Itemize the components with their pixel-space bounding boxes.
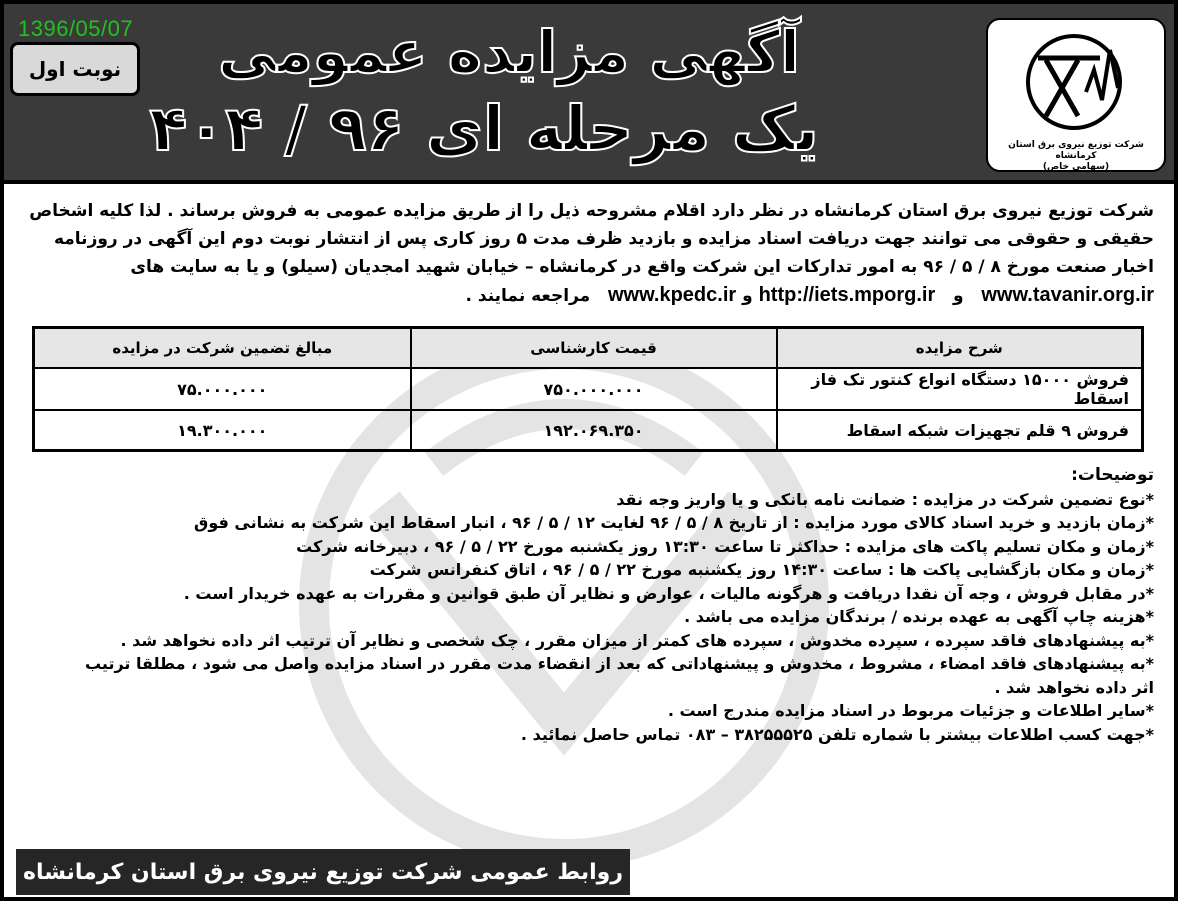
note-item: *زمان و مکان تسلیم پاکت های مزایده : حداکثر تا ساعت ۱۳:۳۰ روز یکشنبه مورخ ۲۲ / ۵ / ۹۶ ، دبیرخانه شرکت xyxy=(296,536,1154,556)
note-item: *در مقابل فروش ، وجه آن نقدا دریافت و هرگونه مالیات ، عوارض و نظایر آن طبق قوانین و مقررات به عهده خریدار است . xyxy=(183,583,1154,603)
table-header-row xyxy=(34,328,1143,369)
link-tavanir[interactable]: www.tavanir.org.ir xyxy=(981,284,1154,306)
page-title: آگهی مزایده عمومی xyxy=(218,18,800,86)
cell-description: فروش ۹ قلم تجهیزات شبکه اسقاط xyxy=(777,410,1143,451)
link-kpedc[interactable]: www.kpedc.ir xyxy=(607,284,737,306)
logo-caption-line2: (سهامی خاص) xyxy=(1042,162,1110,172)
note-item: *سایر اطلاعات و جزئیات مربوط در اسناد مزایده مندرج است . xyxy=(667,701,1154,720)
footer-signature: روابط عمومی شرکت توزیع نیروی برق استان کرمانشاه xyxy=(16,849,630,895)
header-banner xyxy=(4,4,1174,184)
intro-urls-line xyxy=(26,281,1154,310)
note-item: *به پیشنهادهای فاقد امضاء ، مشروط ، مخدوش و پیشنهاداتی که بعد از انقضاء مدت مقرر در اسناد مزایده واصل می شود ، مطلقا ترتیب xyxy=(84,654,1154,673)
logo-caption xyxy=(992,140,1160,173)
cell-description: فروش ۱۵۰۰۰ دستگاه انواع کنتور تک فاز اسقاط xyxy=(777,368,1143,410)
cell-guarantee: ۷۵.۰۰۰.۰۰۰ xyxy=(34,368,411,410)
intro-tail: مراجعه نمایند . xyxy=(465,286,591,306)
auction-table xyxy=(32,326,1144,452)
publish-date: 1396/05/07 xyxy=(18,16,134,41)
note-item: *نوع تضمین شرکت در مزایده : ضمانت نامه بانکی و یا واریز وجه نقد xyxy=(616,489,1154,509)
notes-section xyxy=(28,464,1154,746)
column-header-guarantee: مبالغ تضمین شرکت در مزایده xyxy=(34,328,411,369)
company-logo xyxy=(986,18,1166,172)
intro-line: اخبار صنعت مورخ ۸ / ۵ / ۹۶ به امور تدارکات این شرکت واقع در کرمانشاه – خیابان شهید امجدیان (سیلو) و یا به سایت های xyxy=(130,257,1154,277)
conjunction: و xyxy=(953,286,964,306)
logo-caption-line1: شرکت توزیع نیروی برق استان کرمانشاه xyxy=(1008,140,1144,161)
intro-line: شرکت توزیع نیروی برق استان کرمانشاه در نظر دارد اقلام مشروحه ذیل را از طریق مزایده عمومی به فروش برساند . لذا کلیه اشخاص xyxy=(29,201,1154,221)
note-item: *هزینه چاپ آگهی به عهده برنده / برندگان مزایده می باشد . xyxy=(684,607,1154,626)
link-iets[interactable]: http://iets.mporg.ir xyxy=(758,284,936,306)
column-header-expert-price: قیمت کارشناسی xyxy=(411,328,777,369)
intro-line: حقیقی و حقوقی می توانند جهت دریافت اسناد مزایده و بازدید ظرف مدت ۵ روز کاری پس از انتشار نوبت دوم این آگهی در روزنامه xyxy=(53,229,1154,249)
note-item: *زمان و مکان بازگشایی پاکت ها : ساعت ۱۴:۳۰ روز یکشنبه مورخ ۲۲ / ۵ / ۹۶ ، اتاق کنفرانس شرکت xyxy=(369,560,1154,579)
intro-paragraph xyxy=(26,197,1154,310)
table-row xyxy=(34,410,1143,451)
edition-badge: نوبت اول xyxy=(10,42,140,96)
note-item: *زمان بازدید و خرید اسناد کالای مورد مزایده : از تاریخ ۸ / ۵ / ۹۶ لغایت ۱۲ / ۵ / ۹۶ ، انبار اسقاط این شرکت به نشانی فوق xyxy=(194,513,1154,532)
conjunction: و xyxy=(742,286,753,306)
note-item: *به پیشنهادهای فاقد سپرده ، سپرده مخدوش ، سپرده های کمتر از میزان مقرر ، چک شخصی و نظایر آن ترتیب اثر داده نخواهد شد . xyxy=(120,630,1154,650)
note-item: *جهت کسب اطلاعات بیشتر با شماره تلفن ۳۸۲۵۵۵۲۵ – ۰۸۳ تماس حاصل نمائید . xyxy=(520,724,1154,744)
cell-guarantee: ۱۹.۳۰۰.۰۰۰ xyxy=(34,410,411,451)
cell-expert-price: ۷۵۰.۰۰۰.۰۰۰ xyxy=(411,368,777,410)
power-tower-icon xyxy=(1016,30,1136,134)
note-item: اثر داده نخواهد شد . xyxy=(994,677,1154,697)
column-header-description: شرح مزایده xyxy=(777,328,1143,369)
table-row xyxy=(34,368,1143,410)
page-subtitle: یک مرحله ای ۹۶ / ۴۰۴ xyxy=(149,92,819,165)
cell-expert-price: ۱۹۲.۰۶۹.۳۵۰ xyxy=(411,410,777,451)
notes-heading: توضیحات: xyxy=(1071,465,1154,485)
